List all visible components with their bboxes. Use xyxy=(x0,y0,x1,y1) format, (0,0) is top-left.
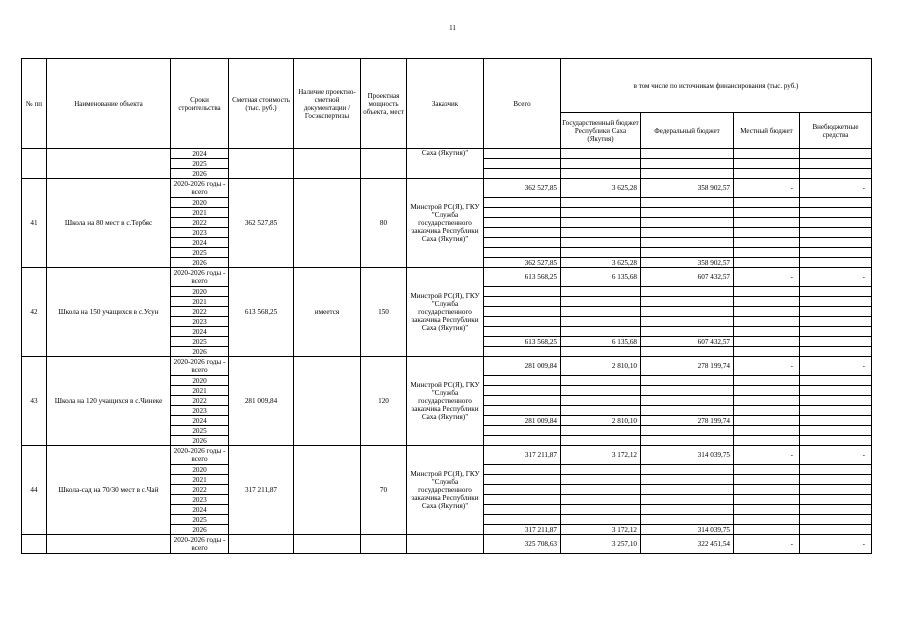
year-federal-value: 314 039,75 xyxy=(641,525,734,535)
empty-cell xyxy=(734,208,800,218)
total-all-value: 613 568,25 xyxy=(484,268,561,287)
carry-capacity xyxy=(361,149,407,179)
empty-cell xyxy=(484,485,561,495)
empty-cell xyxy=(484,208,561,218)
empty-cell xyxy=(361,535,407,554)
header-extra-budget: Внебюджетные средства xyxy=(800,113,872,149)
header-name: Наименование объекта xyxy=(47,59,171,149)
empty-cell xyxy=(22,535,47,554)
empty-cell xyxy=(734,159,800,169)
object-number: 43 xyxy=(22,357,47,446)
carry-customer: Саха (Якутия)" xyxy=(407,149,484,179)
empty-cell xyxy=(734,258,800,268)
empty-cell xyxy=(484,218,561,228)
empty-cell xyxy=(641,238,734,248)
empty-cell xyxy=(800,149,872,159)
object-cost: 281 009,84 xyxy=(229,357,294,446)
empty-cell xyxy=(484,238,561,248)
total-extra-value: - xyxy=(800,535,872,554)
empty-cell xyxy=(641,426,734,436)
year-all-value: 613 568,25 xyxy=(484,337,561,347)
empty-cell xyxy=(641,218,734,228)
empty-cell xyxy=(800,406,872,416)
year-cell: 2023 xyxy=(171,317,229,327)
header-local-budget: Местный бюджет xyxy=(734,113,800,149)
empty-cell xyxy=(561,218,641,228)
object-name: Школа на 150 учащихся в с.Усун xyxy=(47,268,171,357)
empty-cell xyxy=(641,376,734,386)
year-federal-value: 278 199,74 xyxy=(641,416,734,426)
empty-cell xyxy=(800,307,872,317)
empty-cell xyxy=(561,169,641,179)
object-total-row xyxy=(22,357,872,376)
total-local-value: - xyxy=(734,535,800,554)
year-state-value: 2 810,10 xyxy=(561,416,641,426)
empty-cell xyxy=(561,198,641,208)
empty-cell xyxy=(561,149,641,159)
year-cell: 2023 xyxy=(171,228,229,238)
empty-cell xyxy=(561,436,641,446)
empty-cell xyxy=(734,376,800,386)
year-federal-value: 358 902,57 xyxy=(641,258,734,268)
empty-cell xyxy=(484,149,561,159)
total-state-value: 3 625,28 xyxy=(561,179,641,198)
empty-cell xyxy=(734,287,800,297)
empty-cell xyxy=(484,515,561,525)
empty-cell xyxy=(800,376,872,386)
empty-cell xyxy=(734,475,800,485)
empty-cell xyxy=(561,515,641,525)
empty-cell xyxy=(734,297,800,307)
empty-cell xyxy=(800,426,872,436)
year-cell: 2021 xyxy=(171,386,229,396)
empty-cell xyxy=(734,198,800,208)
empty-cell xyxy=(800,238,872,248)
header-total: Всего xyxy=(484,59,561,149)
empty-cell xyxy=(641,505,734,515)
empty-cell xyxy=(800,258,872,268)
empty-cell xyxy=(800,485,872,495)
object-docs: имеется xyxy=(294,268,361,357)
total-federal-value: 314 039,75 xyxy=(641,446,734,465)
year-cell: 2021 xyxy=(171,297,229,307)
empty-cell xyxy=(734,228,800,238)
empty-cell xyxy=(484,159,561,169)
empty-cell xyxy=(800,297,872,307)
empty-cell xyxy=(561,208,641,218)
empty-cell xyxy=(800,465,872,475)
total-federal-value: 322 451,54 xyxy=(641,535,734,554)
empty-cell xyxy=(561,228,641,238)
empty-cell xyxy=(800,228,872,238)
empty-cell xyxy=(734,307,800,317)
empty-cell xyxy=(561,307,641,317)
empty-cell xyxy=(561,159,641,169)
empty-cell xyxy=(734,406,800,416)
empty-cell xyxy=(734,347,800,357)
empty-cell xyxy=(800,525,872,535)
year-state-value: 3 625,28 xyxy=(561,258,641,268)
empty-cell xyxy=(484,426,561,436)
object-customer: Минстрой РС(Я), ГКУ "Служба государственного заказчика Республики Саха (Якутия)" xyxy=(407,268,484,357)
header-cost: Сметная стоимость (тыс. руб.) xyxy=(229,59,294,149)
carry-year: 2025 xyxy=(171,159,229,169)
empty-cell xyxy=(734,505,800,515)
year-cell: 2026 xyxy=(171,347,229,357)
year-cell: 2025 xyxy=(171,337,229,347)
object-cost: 317 211,87 xyxy=(229,446,294,535)
period-total-label: 2020-2026 годы - всего xyxy=(171,268,229,287)
empty-cell xyxy=(734,327,800,337)
total-extra-value: - xyxy=(800,179,872,198)
year-cell: 2021 xyxy=(171,208,229,218)
empty-cell xyxy=(484,465,561,475)
empty-cell xyxy=(800,515,872,525)
budget-table xyxy=(21,58,872,554)
empty-cell xyxy=(641,347,734,357)
empty-cell xyxy=(734,426,800,436)
empty-cell xyxy=(800,169,872,179)
object-total-row xyxy=(22,268,872,287)
header-state-budget: Государственный бюджет Республики Саха (Якутия) xyxy=(561,113,641,149)
empty-cell xyxy=(641,297,734,307)
empty-cell xyxy=(294,535,361,554)
total-all-value: 362 527,85 xyxy=(484,179,561,198)
object-total-row xyxy=(22,446,872,465)
empty-cell xyxy=(484,406,561,416)
header-customer: Заказчик xyxy=(407,59,484,149)
year-cell: 2022 xyxy=(171,485,229,495)
year-cell: 2023 xyxy=(171,406,229,416)
empty-cell xyxy=(641,485,734,495)
carry-row xyxy=(22,149,872,159)
empty-cell xyxy=(800,436,872,446)
year-cell: 2020 xyxy=(171,376,229,386)
empty-cell xyxy=(734,317,800,327)
total-local-value: - xyxy=(734,179,800,198)
empty-cell xyxy=(641,317,734,327)
year-cell: 2024 xyxy=(171,327,229,337)
total-federal-value: 278 199,74 xyxy=(641,357,734,376)
empty-cell xyxy=(641,159,734,169)
empty-cell xyxy=(641,169,734,179)
total-extra-value: - xyxy=(800,268,872,287)
total-state-value: 3 257,10 xyxy=(561,535,641,554)
header-num: № пп xyxy=(22,59,47,149)
year-cell: 2024 xyxy=(171,238,229,248)
empty-cell xyxy=(484,475,561,485)
object-customer: Минстрой РС(Я), ГКУ "Служба государственного заказчика Республики Саха (Якутия)" xyxy=(407,446,484,535)
empty-cell xyxy=(484,495,561,505)
object-number: 44 xyxy=(22,446,47,535)
empty-cell xyxy=(734,416,800,426)
object-customer: Минстрой РС(Я), ГКУ "Служба государственного заказчика Республики Саха (Якутия)" xyxy=(407,179,484,268)
empty-cell xyxy=(734,465,800,475)
empty-cell xyxy=(800,218,872,228)
empty-cell xyxy=(484,169,561,179)
total-local-value: - xyxy=(734,357,800,376)
empty-cell xyxy=(47,535,171,554)
total-federal-value: 607 432,57 xyxy=(641,268,734,287)
header-sources: в том числе по источникам финансирования (тыс. руб.) xyxy=(561,59,872,113)
object-docs xyxy=(294,179,361,268)
empty-cell xyxy=(561,396,641,406)
empty-cell xyxy=(561,426,641,436)
empty-cell xyxy=(641,406,734,416)
empty-cell xyxy=(800,386,872,396)
empty-cell xyxy=(800,317,872,327)
year-cell: 2025 xyxy=(171,426,229,436)
budget-table-container xyxy=(21,58,871,572)
empty-cell xyxy=(561,465,641,475)
year-federal-value: 607 432,57 xyxy=(641,337,734,347)
total-state-value: 3 172,12 xyxy=(561,446,641,465)
empty-cell xyxy=(641,149,734,159)
empty-cell xyxy=(484,327,561,337)
object-number: 41 xyxy=(22,179,47,268)
total-local-value: - xyxy=(734,446,800,465)
empty-cell xyxy=(641,248,734,258)
empty-cell xyxy=(641,228,734,238)
empty-cell xyxy=(641,198,734,208)
empty-cell xyxy=(734,436,800,446)
total-all-value: 317 211,87 xyxy=(484,446,561,465)
empty-cell xyxy=(641,436,734,446)
empty-cell xyxy=(734,149,800,159)
empty-cell xyxy=(229,535,294,554)
object-docs xyxy=(294,357,361,446)
object-name: Школа на 80 мест в с.Тербяс xyxy=(47,179,171,268)
total-all-value: 325 708,63 xyxy=(484,535,561,554)
empty-cell xyxy=(800,347,872,357)
year-cell: 2024 xyxy=(171,416,229,426)
empty-cell xyxy=(484,248,561,258)
empty-cell xyxy=(641,327,734,337)
empty-cell xyxy=(561,347,641,357)
empty-cell xyxy=(561,386,641,396)
period-total-label: 2020-2026 годы - всего xyxy=(171,357,229,376)
year-cell: 2026 xyxy=(171,525,229,535)
empty-cell xyxy=(484,347,561,357)
object-name: Школа-сад на 70/30 мест в с.Чай xyxy=(47,446,171,535)
total-all-value: 281 009,84 xyxy=(484,357,561,376)
object-cost: 362 527,85 xyxy=(229,179,294,268)
empty-cell xyxy=(484,386,561,396)
empty-cell xyxy=(484,396,561,406)
empty-cell xyxy=(800,159,872,169)
empty-cell xyxy=(734,248,800,258)
empty-cell xyxy=(800,495,872,505)
total-local-value: - xyxy=(734,268,800,287)
year-cell: 2025 xyxy=(171,515,229,525)
empty-cell xyxy=(484,297,561,307)
empty-cell xyxy=(734,238,800,248)
empty-cell xyxy=(561,495,641,505)
empty-cell xyxy=(800,337,872,347)
carry-year: 2024 xyxy=(171,149,229,159)
object-capacity: 80 xyxy=(361,179,407,268)
object-name: Школа на 120 учащихся в с.Чинеке xyxy=(47,357,171,446)
year-state-value: 3 172,12 xyxy=(561,525,641,535)
header-period: Сроки строительства xyxy=(171,59,229,149)
empty-cell xyxy=(800,287,872,297)
empty-cell xyxy=(800,208,872,218)
empty-cell xyxy=(641,465,734,475)
carry-cost xyxy=(229,149,294,179)
year-state-value: 6 135,68 xyxy=(561,337,641,347)
empty-cell xyxy=(484,376,561,386)
empty-cell xyxy=(734,525,800,535)
carry-docs xyxy=(294,149,361,179)
year-all-value: 317 211,87 xyxy=(484,525,561,535)
year-cell: 2022 xyxy=(171,218,229,228)
object-docs xyxy=(294,446,361,535)
year-cell: 2020 xyxy=(171,465,229,475)
carry-year: 2026 xyxy=(171,169,229,179)
object-customer: Минстрой РС(Я), ГКУ "Служба государственного заказчика Республики Саха (Якутия)" xyxy=(407,357,484,446)
empty-cell xyxy=(561,505,641,515)
empty-cell xyxy=(484,228,561,238)
year-cell: 2022 xyxy=(171,307,229,317)
year-cell: 2025 xyxy=(171,248,229,258)
object-number: 42 xyxy=(22,268,47,357)
year-cell: 2022 xyxy=(171,396,229,406)
empty-cell xyxy=(734,515,800,525)
empty-cell xyxy=(734,169,800,179)
object-capacity: 70 xyxy=(361,446,407,535)
period-total-label: 2020-2026 годы - всего xyxy=(171,446,229,465)
period-total-label: 2020-2026 годы - всего xyxy=(171,535,229,554)
empty-cell xyxy=(641,287,734,297)
empty-cell xyxy=(734,396,800,406)
year-cell: 2026 xyxy=(171,436,229,446)
total-federal-value: 358 902,57 xyxy=(641,179,734,198)
empty-cell xyxy=(800,327,872,337)
empty-cell xyxy=(484,317,561,327)
header-capacity: Проектная мощность объекта, мест xyxy=(361,59,407,149)
empty-cell xyxy=(561,297,641,307)
empty-cell xyxy=(734,337,800,347)
year-cell: 2020 xyxy=(171,287,229,297)
empty-cell xyxy=(641,495,734,505)
empty-cell xyxy=(800,396,872,406)
empty-cell xyxy=(407,535,484,554)
empty-cell xyxy=(641,386,734,396)
empty-cell xyxy=(641,475,734,485)
year-all-value: 281 009,84 xyxy=(484,416,561,426)
carry-name xyxy=(47,149,171,179)
year-cell: 2026 xyxy=(171,258,229,268)
carry-num xyxy=(22,149,47,179)
total-state-value: 6 135,68 xyxy=(561,268,641,287)
empty-cell xyxy=(484,436,561,446)
empty-cell xyxy=(561,238,641,248)
empty-cell xyxy=(561,287,641,297)
empty-cell xyxy=(641,307,734,317)
empty-cell xyxy=(484,307,561,317)
empty-cell xyxy=(561,248,641,258)
total-extra-value: - xyxy=(800,357,872,376)
empty-cell xyxy=(734,386,800,396)
empty-cell xyxy=(800,248,872,258)
trailing-total-row xyxy=(22,535,872,554)
empty-cell xyxy=(734,218,800,228)
year-cell: 2023 xyxy=(171,495,229,505)
header-federal-budget: Федеральный бюджет xyxy=(641,113,734,149)
empty-cell xyxy=(734,495,800,505)
empty-cell xyxy=(561,475,641,485)
object-total-row xyxy=(22,179,872,198)
page-number: 11 xyxy=(449,24,456,32)
empty-cell xyxy=(561,406,641,416)
year-all-value: 362 527,85 xyxy=(484,258,561,268)
empty-cell xyxy=(561,376,641,386)
object-capacity: 150 xyxy=(361,268,407,357)
header-docs: Наличие проектно-сметной документации /Госэкспертизы xyxy=(294,59,361,149)
empty-cell xyxy=(734,485,800,495)
empty-cell xyxy=(800,475,872,485)
total-state-value: 2 810,10 xyxy=(561,357,641,376)
empty-cell xyxy=(800,416,872,426)
empty-cell xyxy=(484,505,561,515)
empty-cell xyxy=(561,485,641,495)
empty-cell xyxy=(641,515,734,525)
year-cell: 2020 xyxy=(171,198,229,208)
empty-cell xyxy=(800,198,872,208)
empty-cell xyxy=(484,198,561,208)
year-cell: 2024 xyxy=(171,505,229,515)
period-total-label: 2020-2026 годы - всего xyxy=(171,179,229,198)
empty-cell xyxy=(641,208,734,218)
object-cost: 613 568,25 xyxy=(229,268,294,357)
empty-cell xyxy=(561,317,641,327)
total-extra-value: - xyxy=(800,446,872,465)
year-cell: 2021 xyxy=(171,475,229,485)
empty-cell xyxy=(484,287,561,297)
object-capacity: 120 xyxy=(361,357,407,446)
empty-cell xyxy=(800,505,872,515)
empty-cell xyxy=(641,396,734,406)
empty-cell xyxy=(561,327,641,337)
